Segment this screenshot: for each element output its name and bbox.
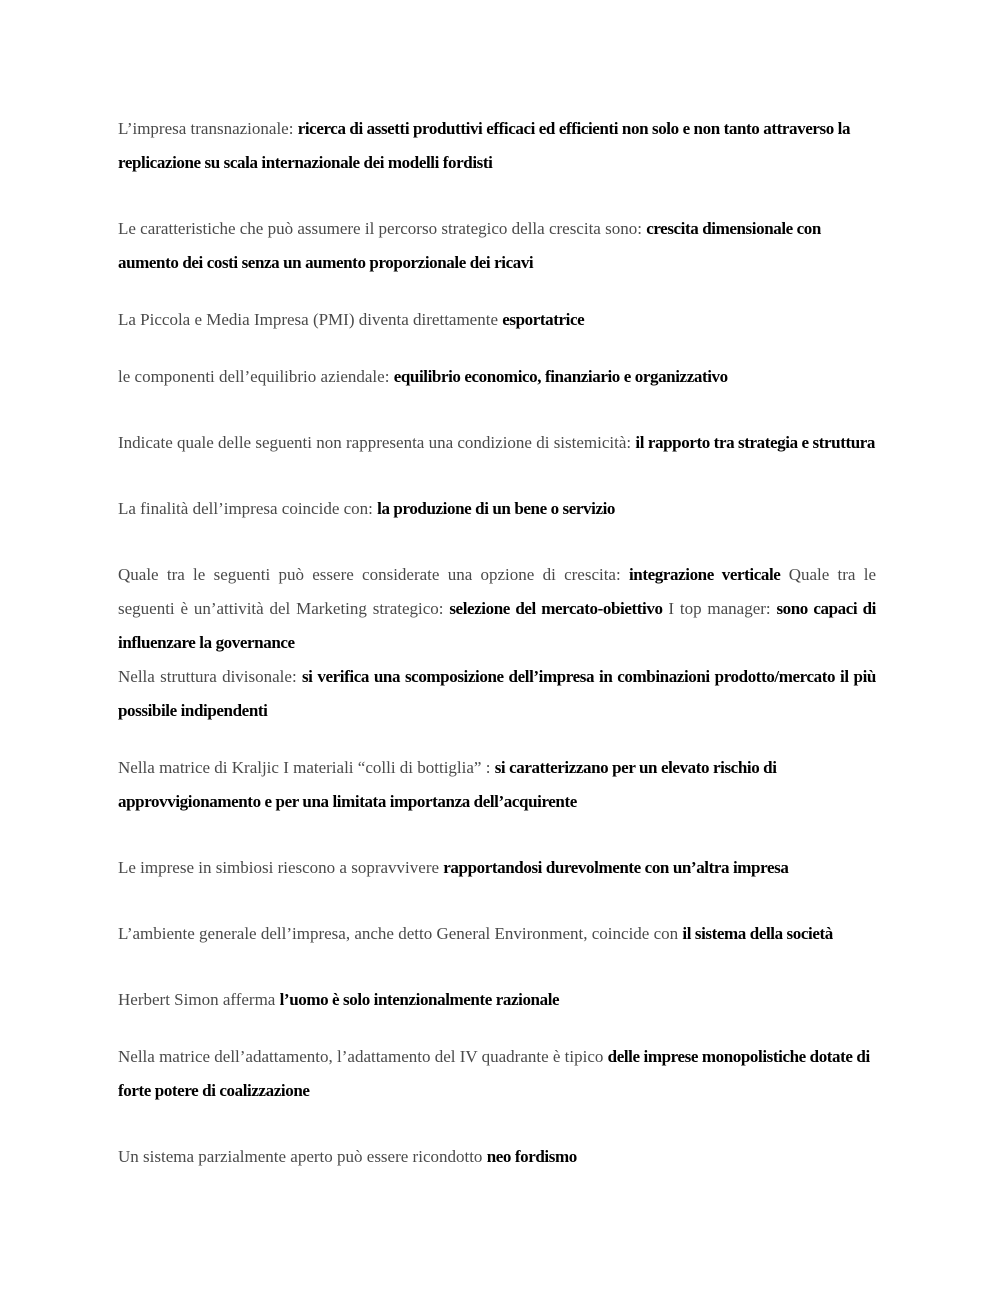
question-text: Indicate quale delle seguenti non rappresenta una condizione di sistemicità: xyxy=(118,433,636,452)
answer-text: si verifica una scomposizione dell’impresa in combinazioni prodotto/mercato il più possibile indipendenti xyxy=(118,667,876,720)
answer-text: il sistema della società xyxy=(682,924,833,943)
question-text: Un sistema parzialmente aperto può essere ricondotto xyxy=(118,1147,487,1166)
question-text: Le caratteristiche che può assumere il percorso strategico della crescita sono: xyxy=(118,219,647,238)
answer-text: si caratterizzano per un elevato rischio di approvvigionamento e per una limitata importanza dell’acquirente xyxy=(118,758,777,811)
qa-item xyxy=(118,983,876,1017)
answer-text: neo fordismo xyxy=(486,1147,577,1166)
question-text: Nella matrice dell’adattamento, l’adattamento del IV quadrante è tipico xyxy=(118,1047,608,1066)
question-text: le componenti dell’equilibrio aziendale: xyxy=(118,367,394,386)
answer-text: rapportandosi durevolmente con un’altra impresa xyxy=(443,858,789,877)
qa-block xyxy=(118,558,876,728)
answer-text: delle imprese monopolistiche dotate di forte potere di coalizzazione xyxy=(118,1047,870,1100)
answer-text: ricerca di assetti produttivi efficaci ed efficienti non solo e non tanto attraverso la replicazione su scala internazionale dei modelli fordisti xyxy=(118,119,851,172)
question-text: La Piccola e Media Impresa (PMI) diventa direttamente xyxy=(118,310,503,329)
question-text: Nella struttura divisonale: xyxy=(118,667,302,686)
answer-text: l’uomo è solo intenzionalmente razionale xyxy=(279,990,560,1009)
qa-item xyxy=(118,212,876,280)
qa-item xyxy=(118,751,876,819)
question-text: L’impresa transnazionale: xyxy=(118,119,298,138)
qa-item xyxy=(118,360,876,394)
question-text: Quale tra le seguenti è un’attività del Marketing strategico: xyxy=(118,565,876,618)
answer-text: crescita dimensionale con aumento dei costi senza un aumento proporzionale dei ricavi xyxy=(118,219,821,272)
qa-item xyxy=(118,851,876,885)
question-text: La finalità dell’impresa coincide con: xyxy=(118,499,378,518)
answer-text: selezione del mercato-obiettivo xyxy=(449,599,663,618)
question-text: Le imprese in simbiosi riescono a sopravvivere xyxy=(118,858,444,877)
answer-text: equilibrio economico, finanziario e organizzativo xyxy=(393,367,728,386)
answer-text: sono capaci di influenzare la governance xyxy=(118,599,876,652)
answer-text: esportatrice xyxy=(502,310,585,329)
qa-item xyxy=(118,492,876,526)
qa-item xyxy=(118,1040,876,1108)
qa-item xyxy=(118,1140,876,1174)
question-text: Nella matrice di Kraljic I materiali “colli di bottiglia” : xyxy=(118,758,495,777)
qa-item xyxy=(118,112,876,180)
answer-text: la produzione di un bene o servizio xyxy=(377,499,616,518)
question-text: L’ambiente generale dell’impresa, anche detto General Environment, coincide con xyxy=(118,924,683,943)
question-text: Quale tra le seguenti può essere considerate una opzione di crescita: xyxy=(118,565,629,584)
answer-text: il rapporto tra strategia e struttura xyxy=(635,433,876,452)
answer-text: integrazione verticale xyxy=(628,565,781,584)
qa-item xyxy=(118,303,876,337)
qa-item xyxy=(118,917,876,951)
question-text: Herbert Simon afferma xyxy=(118,990,280,1009)
qa-item xyxy=(118,426,876,460)
question-text: I top manager: xyxy=(662,599,777,618)
